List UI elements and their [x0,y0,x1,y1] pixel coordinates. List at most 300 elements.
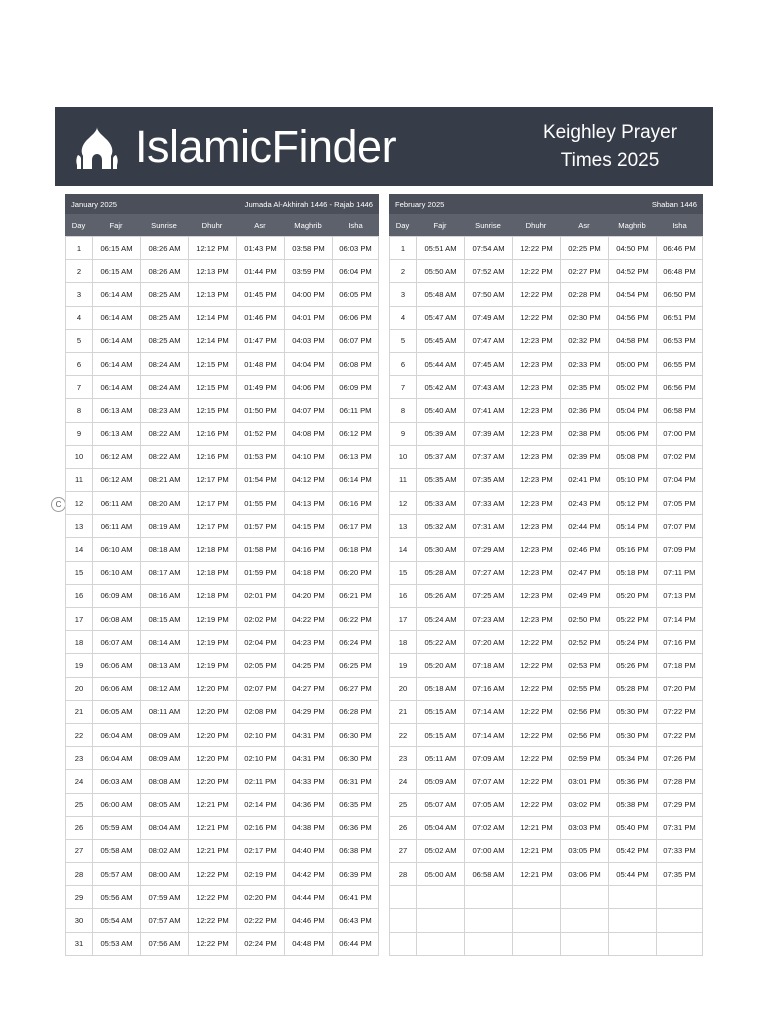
table-row [389,631,703,654]
table-cell: 06:11 AM [92,492,140,514]
table-row [65,515,379,538]
table-cell: 04:13 PM [284,492,332,514]
table-cell: 01:58 PM [236,538,284,560]
table-cell: 07:20 AM [464,631,512,653]
table-cell [656,886,703,908]
table-cell: 12:23 PM [512,376,560,398]
table-cell: 05:09 AM [416,770,464,792]
table-cell: 05:28 PM [608,678,656,700]
table-cell: 04:07 PM [284,399,332,421]
table-cell: 15 [65,562,92,584]
table-cell: 04:52 PM [608,260,656,282]
table-cell: 06:25 PM [332,654,379,676]
table-cell: 05:40 PM [608,817,656,839]
table-cell: 08:25 AM [140,283,188,305]
table-cell: 05:20 PM [608,585,656,607]
table-cell [560,933,608,955]
table-cell: 12:13 PM [188,283,236,305]
table-cell: 07:43 AM [464,376,512,398]
table-cell: 06:39 PM [332,863,379,885]
table-cell: 05:56 AM [92,886,140,908]
table-cell: 28 [389,863,416,885]
table-cell: 26 [389,817,416,839]
table-cell: 03:05 PM [560,840,608,862]
table-cell: 02:46 PM [560,538,608,560]
table-cell: 08:25 AM [140,330,188,352]
table-cell: 8 [389,399,416,421]
table-cell: 01:43 PM [236,237,284,259]
table-cell: 12:20 PM [188,701,236,723]
table-cell: 02:43 PM [560,492,608,514]
table-cell: 05:02 PM [608,376,656,398]
table-row [389,469,703,492]
table-cell: 12:23 PM [512,423,560,445]
brand-name: IslamicFinder [135,121,397,172]
table-cell: 04:04 PM [284,353,332,375]
table-row [389,260,703,283]
month-table-january [65,194,379,956]
col-isha: Isha [672,220,687,230]
table-cell: 12:15 PM [188,399,236,421]
table-cell: 02:55 PM [560,678,608,700]
table-cell: 08:04 AM [140,817,188,839]
table-cell: 05:14 PM [608,515,656,537]
table-cell: 05:53 AM [92,933,140,955]
table-cell: 06:14 AM [92,283,140,305]
table-cell: 07:37 AM [464,446,512,468]
table-row [65,724,379,747]
table-cell: 04:23 PM [284,631,332,653]
table-cell: 05:15 AM [416,701,464,723]
table-cell: 03:02 PM [560,794,608,816]
table-row [389,492,703,515]
table-cell: 21 [65,701,92,723]
table-cell: 10 [65,446,92,468]
table-row [65,794,379,817]
table-cell: 06:06 AM [92,678,140,700]
table-cell: 08:00 AM [140,863,188,885]
table-cell: 04:56 PM [608,307,656,329]
month-header [389,194,703,214]
table-cell: 06:10 AM [92,562,140,584]
side-handle-icon[interactable]: C [51,497,66,512]
table-cell: 05:24 PM [608,631,656,653]
table-row [65,909,379,932]
table-body [65,236,379,956]
table-cell: 07:35 PM [656,863,703,885]
table-cell: 04:12 PM [284,469,332,491]
table-cell: 05:04 AM [416,817,464,839]
table-cell: 04:06 PM [284,376,332,398]
month-table-february [389,194,703,956]
table-cell: 06:48 PM [656,260,703,282]
table-cell: 27 [389,840,416,862]
table-cell: 01:53 PM [236,446,284,468]
col-dhuhr: Dhuhr [525,220,547,230]
table-cell: 3 [65,283,92,305]
table-row [389,330,703,353]
table-cell: 12:22 PM [512,747,560,769]
table-row [389,770,703,793]
table-cell: 05:30 AM [416,538,464,560]
table-cell: 06:30 PM [332,747,379,769]
table-cell: 16 [389,585,416,607]
table-row [389,399,703,422]
table-cell: 02:53 PM [560,654,608,676]
table-cell: 28 [65,863,92,885]
table-cell: 02:27 PM [560,260,608,282]
table-cell: 07:16 PM [656,631,703,653]
table-cell: 05:15 AM [416,724,464,746]
table-cell: 04:27 PM [284,678,332,700]
table-cell: 02:28 PM [560,283,608,305]
table-cell: 06:06 PM [332,307,379,329]
table-cell: 04:42 PM [284,863,332,885]
col-isha: Isha [348,220,363,230]
table-cell: 04:29 PM [284,701,332,723]
table-row [389,701,703,724]
table-cell: 12:23 PM [512,399,560,421]
table-cell: 07:52 AM [464,260,512,282]
table-cell: 4 [389,307,416,329]
table-cell [389,909,416,931]
table-cell: 04:48 PM [284,933,332,955]
table-row [65,399,379,422]
table-cell: 12:17 PM [188,469,236,491]
table-cell: 12:22 PM [188,909,236,931]
table-cell: 02:47 PM [560,562,608,584]
table-cell: 06:21 PM [332,585,379,607]
table-cell: 19 [389,654,416,676]
page-title: Keighley Prayer Times 2025 [542,122,678,171]
table-cell: 05:26 AM [416,585,464,607]
table-cell: 06:12 AM [92,446,140,468]
table-cell: 02:07 PM [236,678,284,700]
table-cell [464,886,512,908]
table-cell: 13 [65,515,92,537]
table-cell: 06:04 AM [92,724,140,746]
table-cell: 07:47 AM [464,330,512,352]
page-header [55,107,713,186]
table-cell: 06:35 PM [332,794,379,816]
table-cell [560,886,608,908]
table-cell: 06:04 AM [92,747,140,769]
table-cell: 02:32 PM [560,330,608,352]
table-cell: 08:22 AM [140,423,188,445]
table-cell: 06:20 PM [332,562,379,584]
table-cell: 5 [65,330,92,352]
table-cell: 02:36 PM [560,399,608,421]
hijri-range: Shaban 1446 [651,199,697,209]
table-cell: 2 [65,260,92,282]
table-cell: 05:22 AM [416,631,464,653]
table-cell: 12:18 PM [188,562,236,584]
table-cell: 08:21 AM [140,469,188,491]
table-cell: 06:24 PM [332,631,379,653]
table-cell: 27 [65,840,92,862]
table-cell: 07:14 PM [656,608,703,630]
table-cell: 06:51 PM [656,307,703,329]
table-cell: 08:12 AM [140,678,188,700]
table-cell: 01:44 PM [236,260,284,282]
table-cell: 12:22 PM [188,863,236,885]
col-sunrise: Sunrise [475,220,501,230]
table-cell: 04:36 PM [284,794,332,816]
table-cell: 04:20 PM [284,585,332,607]
table-cell: 11 [389,469,416,491]
table-cell: 12:23 PM [512,330,560,352]
table-cell: 06:03 AM [92,770,140,792]
table-cell: 05:32 AM [416,515,464,537]
table-cell: 06:14 AM [92,307,140,329]
table-cell: 07:29 PM [656,794,703,816]
table-row [389,307,703,330]
table-cell: 12:20 PM [188,678,236,700]
table-cell: 05:20 AM [416,654,464,676]
table-cell: 04:03 PM [284,330,332,352]
table-cell: 1 [65,237,92,259]
table-cell: 02:35 PM [560,376,608,398]
table-row [65,492,379,515]
table-cell: 12 [389,492,416,514]
mosque-icon [75,125,119,171]
table-cell: 12:23 PM [512,492,560,514]
table-cell: 06:16 PM [332,492,379,514]
table-cell: 02:20 PM [236,886,284,908]
table-cell: 08:16 AM [140,585,188,607]
table-cell: 02:14 PM [236,794,284,816]
table-cell: 07:16 AM [464,678,512,700]
table-cell: 02:41 PM [560,469,608,491]
table-cell: 05:44 PM [608,863,656,885]
table-cell: 07:28 PM [656,770,703,792]
table-cell: 06:15 AM [92,260,140,282]
table-cell: 05:51 AM [416,237,464,259]
table-cell: 12:16 PM [188,423,236,445]
table-row [389,237,703,260]
table-cell: 12:12 PM [188,237,236,259]
table-cell: 02:04 PM [236,631,284,653]
table-cell: 12:20 PM [188,747,236,769]
table-cell [656,909,703,931]
table-cell: 02:10 PM [236,724,284,746]
table-cell: 26 [65,817,92,839]
table-cell: 07:26 PM [656,747,703,769]
table-cell: 06:30 PM [332,724,379,746]
table-cell: 01:47 PM [236,330,284,352]
table-cell: 25 [65,794,92,816]
table-cell: 24 [389,770,416,792]
table-cell: 02:30 PM [560,307,608,329]
table-cell: 12:15 PM [188,353,236,375]
table-cell: 12:19 PM [188,654,236,676]
table-cell: 12 [65,492,92,514]
table-cell: 06:09 PM [332,376,379,398]
table-cell: 04:25 PM [284,654,332,676]
table-cell: 05:42 PM [608,840,656,862]
table-row [389,538,703,561]
table-cell: 12:19 PM [188,631,236,653]
table-row [65,817,379,840]
table-cell: 06:50 PM [656,283,703,305]
table-cell: 07:49 AM [464,307,512,329]
table-cell: 08:09 AM [140,747,188,769]
table-row [65,608,379,631]
table-cell: 06:13 PM [332,446,379,468]
table-cell: 12:20 PM [188,770,236,792]
table-cell: 12:22 PM [512,237,560,259]
table-cell: 06:27 PM [332,678,379,700]
table-row [389,886,703,909]
table-cell: 03:01 PM [560,770,608,792]
table-cell [608,886,656,908]
table-cell: 06:14 AM [92,376,140,398]
col-maghrib: Maghrib [294,220,322,230]
table-row [65,446,379,469]
table-cell: 05:40 AM [416,399,464,421]
table-cell: 02:33 PM [560,353,608,375]
table-cell: 04:58 PM [608,330,656,352]
table-cell: 12:23 PM [512,538,560,560]
table-cell: 12:21 PM [188,794,236,816]
table-cell: 02:44 PM [560,515,608,537]
table-cell: 07:07 AM [464,770,512,792]
table-cell: 04:31 PM [284,724,332,746]
table-cell: 07:14 AM [464,724,512,746]
table-cell: 08:26 AM [140,237,188,259]
table-cell: 17 [389,608,416,630]
table-cell: 07:05 AM [464,794,512,816]
table-cell: 06:00 AM [92,794,140,816]
table-row [65,423,379,446]
table-cell: 06:07 PM [332,330,379,352]
table-cell: 04:18 PM [284,562,332,584]
table-row [389,585,703,608]
table-cell: 01:46 PM [236,307,284,329]
table-row [389,933,703,956]
table-cell: 12:14 PM [188,307,236,329]
table-row [65,678,379,701]
table-cell: 12:23 PM [512,446,560,468]
table-cell [656,933,703,955]
table-cell: 05:18 AM [416,678,464,700]
table-cell: 01:57 PM [236,515,284,537]
table-cell: 03:03 PM [560,817,608,839]
table-cell: 12:15 PM [188,376,236,398]
table-cell: 02:02 PM [236,608,284,630]
table-cell: 05:00 PM [608,353,656,375]
table-cell: 06:10 AM [92,538,140,560]
table-cell: 01:55 PM [236,492,284,514]
table-cell: 10 [389,446,416,468]
table-row [65,260,379,283]
table-cell: 06:31 PM [332,770,379,792]
table-cell: 07:56 AM [140,933,188,955]
table-cell [389,886,416,908]
table-cell: 05:18 PM [608,562,656,584]
table-cell: 02:25 PM [560,237,608,259]
month-header [65,194,379,214]
table-cell: 07:04 PM [656,469,703,491]
table-cell: 25 [389,794,416,816]
table-row [389,353,703,376]
table-cell: 08:24 AM [140,353,188,375]
table-cell: 06:08 PM [332,353,379,375]
table-cell: 06:55 PM [656,353,703,375]
table-cell: 08:26 AM [140,260,188,282]
table-cell: 23 [65,747,92,769]
table-cell: 20 [65,678,92,700]
table-cell: 11 [65,469,92,491]
table-cell: 12:23 PM [512,608,560,630]
table-cell: 31 [65,933,92,955]
table-cell: 12:21 PM [188,817,236,839]
table-cell: 12:22 PM [512,654,560,676]
table-cell: 9 [389,423,416,445]
table-cell: 01:52 PM [236,423,284,445]
col-dhuhr: Dhuhr [201,220,223,230]
table-cell: 05:08 PM [608,446,656,468]
table-cell: 17 [65,608,92,630]
table-cell: 7 [389,376,416,398]
table-cell: 05:28 AM [416,562,464,584]
table-cell: 12:20 PM [188,724,236,746]
table-cell [464,933,512,955]
table-cell [512,886,560,908]
table-cell: 05:11 AM [416,747,464,769]
table-cell: 8 [65,399,92,421]
table-cell: 02:56 PM [560,701,608,723]
month-name: February 2025 [395,199,445,209]
table-cell: 19 [65,654,92,676]
table-cell: 07:33 AM [464,492,512,514]
table-cell: 08:05 AM [140,794,188,816]
table-cell: 05:30 PM [608,724,656,746]
table-cell: 1 [389,237,416,259]
table-cell: 12:22 PM [512,631,560,653]
table-row [65,701,379,724]
table-cell: 01:59 PM [236,562,284,584]
table-cell: 13 [389,515,416,537]
table-cell: 07:05 PM [656,492,703,514]
table-row [65,631,379,654]
table-cell: 12:17 PM [188,492,236,514]
table-row [65,585,379,608]
table-cell: 04:44 PM [284,886,332,908]
table-cell: 08:17 AM [140,562,188,584]
table-cell [389,933,416,955]
table-cell: 07:57 AM [140,909,188,931]
table-cell: 07:50 AM [464,283,512,305]
table-cell: 01:50 PM [236,399,284,421]
table-cell: 01:54 PM [236,469,284,491]
col-fajr: Fajr [109,220,123,230]
table-cell: 06:14 AM [92,353,140,375]
table-row [389,515,703,538]
table-cell: 07:20 PM [656,678,703,700]
table-cell: 06:04 PM [332,260,379,282]
col-day: Day [71,220,86,230]
table-cell: 12:22 PM [188,933,236,955]
table-cell: 07:31 PM [656,817,703,839]
table-cell: 05:59 AM [92,817,140,839]
table-cell: 4 [65,307,92,329]
table-cell: 5 [389,330,416,352]
table-cell: 02:50 PM [560,608,608,630]
table-cell: 12:21 PM [188,840,236,862]
table-cell: 03:06 PM [560,863,608,885]
table-cell: 05:30 PM [608,701,656,723]
